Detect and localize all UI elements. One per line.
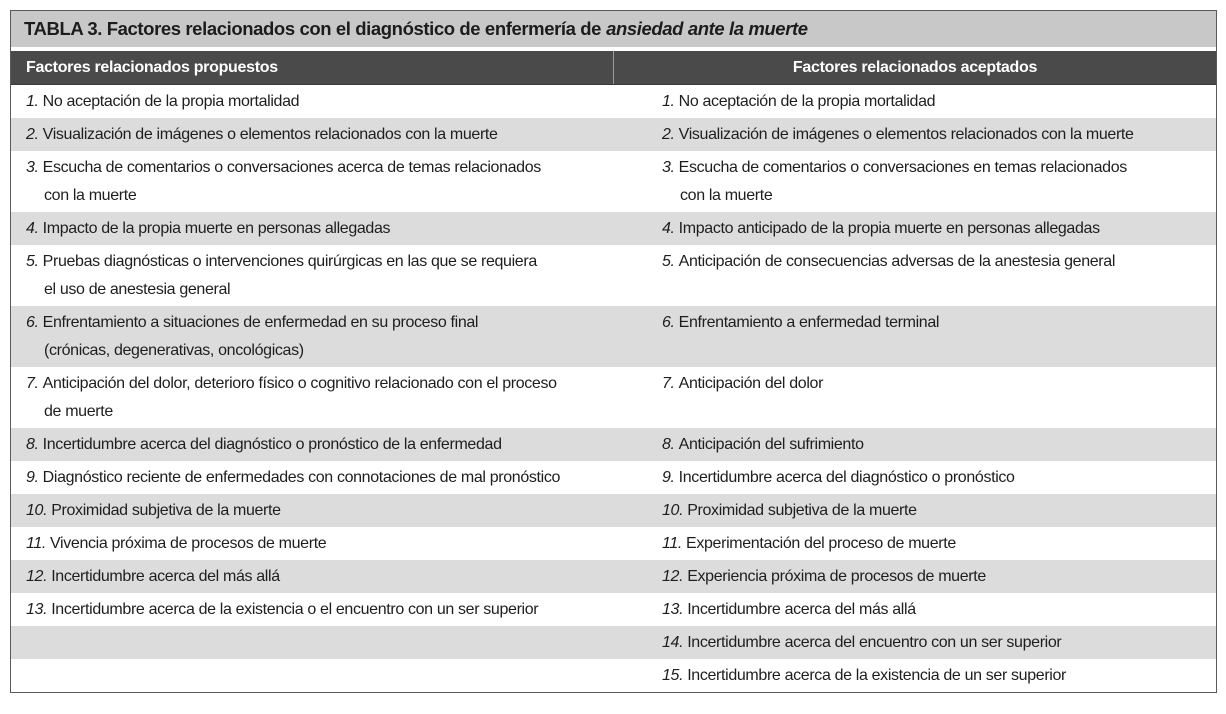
item-text-continued: de muerte <box>44 403 113 420</box>
item-number: 4. <box>662 220 675 237</box>
cell-proposed <box>11 626 614 659</box>
item-text: Incertidumbre acerca del diagnóstico o pronóstico de la enfermedad <box>42 436 502 453</box>
item-text: Proximidad subjetiva de la muerte <box>51 502 281 519</box>
cell-accepted <box>614 85 1216 118</box>
table-row <box>11 560 1216 593</box>
item-text: Incertidumbre acerca del más allá <box>51 568 280 585</box>
cell-accepted <box>614 118 1216 151</box>
item-number: 2. <box>26 126 39 143</box>
item-text: No aceptación de la propia mortalidad <box>678 93 936 110</box>
table-row <box>11 461 1216 494</box>
item-number: 11. <box>26 535 47 552</box>
item-text: Anticipación del sufrimiento <box>678 436 864 453</box>
table-header-row <box>11 51 1216 85</box>
cell-proposed <box>11 367 614 428</box>
item-text: Enfrentamiento a enfermedad terminal <box>678 314 940 331</box>
table-row <box>11 306 1216 367</box>
table-row <box>11 527 1216 560</box>
item-number: 1. <box>26 93 39 110</box>
table-row <box>11 428 1216 461</box>
header-proposed: Factores relacionados propuestos <box>11 51 614 84</box>
item-text: Incertidumbre acerca del más allá <box>687 601 916 618</box>
item-number: 5. <box>662 253 675 270</box>
cell-proposed <box>11 428 614 461</box>
item-number: 12. <box>662 568 684 585</box>
cell-proposed <box>11 85 614 118</box>
item-number: 13. <box>662 601 684 618</box>
factors-table <box>10 10 1217 693</box>
item-text: Escucha de comentarios o conversaciones en temas relacionados <box>678 159 1127 176</box>
cell-accepted <box>614 212 1216 245</box>
item-text: Experiencia próxima de procesos de muerte <box>687 568 986 585</box>
table-row <box>11 659 1216 692</box>
item-text: Proximidad subjetiva de la muerte <box>687 502 917 519</box>
item-text-continued: el uso de anestesia general <box>44 281 231 298</box>
item-number: 12. <box>26 568 48 585</box>
item-number: 10. <box>662 502 684 519</box>
cell-proposed <box>11 118 614 151</box>
item-number: 9. <box>662 469 675 486</box>
item-text: Anticipación del dolor <box>678 375 824 392</box>
table-row <box>11 245 1216 306</box>
header-accepted: Factores relacionados aceptados <box>792 58 1038 76</box>
item-text: Impacto anticipado de la propia muerte en personas allegadas <box>678 220 1100 237</box>
item-number: 10. <box>26 502 48 519</box>
table-title-italic: ansiedad ante la muerte <box>606 18 808 39</box>
item-text: Anticipación de consecuencias adversas de la anestesia general <box>678 253 1116 270</box>
item-number: 8. <box>26 436 39 453</box>
item-text: No aceptación de la propia mortalidad <box>42 93 300 110</box>
table-row <box>11 626 1216 659</box>
cell-proposed <box>11 461 614 494</box>
cell-accepted <box>614 659 1216 692</box>
item-text: Visualización de imágenes o elementos relacionados con la muerte <box>42 126 498 143</box>
item-number: 14. <box>662 634 684 651</box>
cell-accepted <box>614 461 1216 494</box>
item-number: 6. <box>662 314 675 331</box>
item-number: 6. <box>26 314 39 331</box>
table-title <box>11 11 1216 51</box>
item-number: 1. <box>662 93 675 110</box>
table-row <box>11 85 1216 118</box>
item-text: Visualización de imágenes o elementos relacionados con la muerte <box>678 126 1134 143</box>
item-text: Incertidumbre acerca del encuentro con un ser superior <box>687 634 1062 651</box>
table-body <box>11 85 1216 692</box>
cell-accepted <box>614 560 1216 593</box>
item-number: 9. <box>26 469 39 486</box>
table-row <box>11 212 1216 245</box>
item-text: Incertidumbre acerca de la existencia de un ser superior <box>687 667 1067 684</box>
cell-accepted <box>614 428 1216 461</box>
cell-proposed <box>11 494 614 527</box>
item-text: Incertidumbre acerca de la existencia o el encuentro con un ser superior <box>51 601 539 618</box>
item-text: Incertidumbre acerca del diagnóstico o pronóstico <box>678 469 1015 486</box>
item-number: 7. <box>26 375 39 392</box>
item-text-continued: con la muerte <box>44 187 137 204</box>
cell-accepted <box>614 151 1216 212</box>
cell-accepted <box>614 306 1216 367</box>
item-text-continued: (crónicas, degenerativas, oncológicas) <box>44 342 304 359</box>
cell-accepted <box>614 245 1216 306</box>
cell-proposed <box>11 306 614 367</box>
item-number: 13. <box>26 601 48 618</box>
cell-proposed <box>11 560 614 593</box>
item-number: 3. <box>662 159 675 176</box>
item-number: 11. <box>662 535 683 552</box>
table-row <box>11 151 1216 212</box>
item-text: Impacto de la propia muerte en personas allegadas <box>42 220 391 237</box>
cell-proposed <box>11 527 614 560</box>
item-text: Experimentación del proceso de muerte <box>686 535 956 552</box>
item-text: Escucha de comentarios o conversaciones acerca de temas relacionados <box>42 159 541 176</box>
cell-proposed <box>11 659 614 692</box>
item-text: Enfrentamiento a situaciones de enfermedad en su proceso final <box>42 314 479 331</box>
cell-proposed <box>11 593 614 626</box>
table-row <box>11 367 1216 428</box>
item-number: 3. <box>26 159 39 176</box>
item-text: Vivencia próxima de procesos de muerte <box>50 535 327 552</box>
cell-accepted <box>614 494 1216 527</box>
item-number: 8. <box>662 436 675 453</box>
item-number: 2. <box>662 126 675 143</box>
cell-accepted <box>614 626 1216 659</box>
cell-accepted <box>614 367 1216 428</box>
item-text: Diagnóstico reciente de enfermedades con connotaciones de mal pronóstico <box>42 469 561 486</box>
table-row <box>11 593 1216 626</box>
cell-proposed <box>11 245 614 306</box>
cell-accepted <box>614 593 1216 626</box>
table-title-text: TABLA 3. Factores relacionados con el diagnóstico de enfermería de <box>24 18 602 39</box>
item-text: Anticipación del dolor, deterioro físico o cognitivo relacionado con el proceso <box>42 375 557 392</box>
item-number: 5. <box>26 253 39 270</box>
item-number: 15. <box>662 667 684 684</box>
item-text-continued: con la muerte <box>680 187 773 204</box>
cell-proposed <box>11 212 614 245</box>
item-text: Pruebas diagnósticas o intervenciones quirúrgicas en las que se requiera <box>42 253 537 270</box>
item-number: 7. <box>662 375 675 392</box>
cell-proposed <box>11 151 614 212</box>
cell-accepted <box>614 527 1216 560</box>
item-number: 4. <box>26 220 39 237</box>
table-row <box>11 494 1216 527</box>
table-row <box>11 118 1216 151</box>
